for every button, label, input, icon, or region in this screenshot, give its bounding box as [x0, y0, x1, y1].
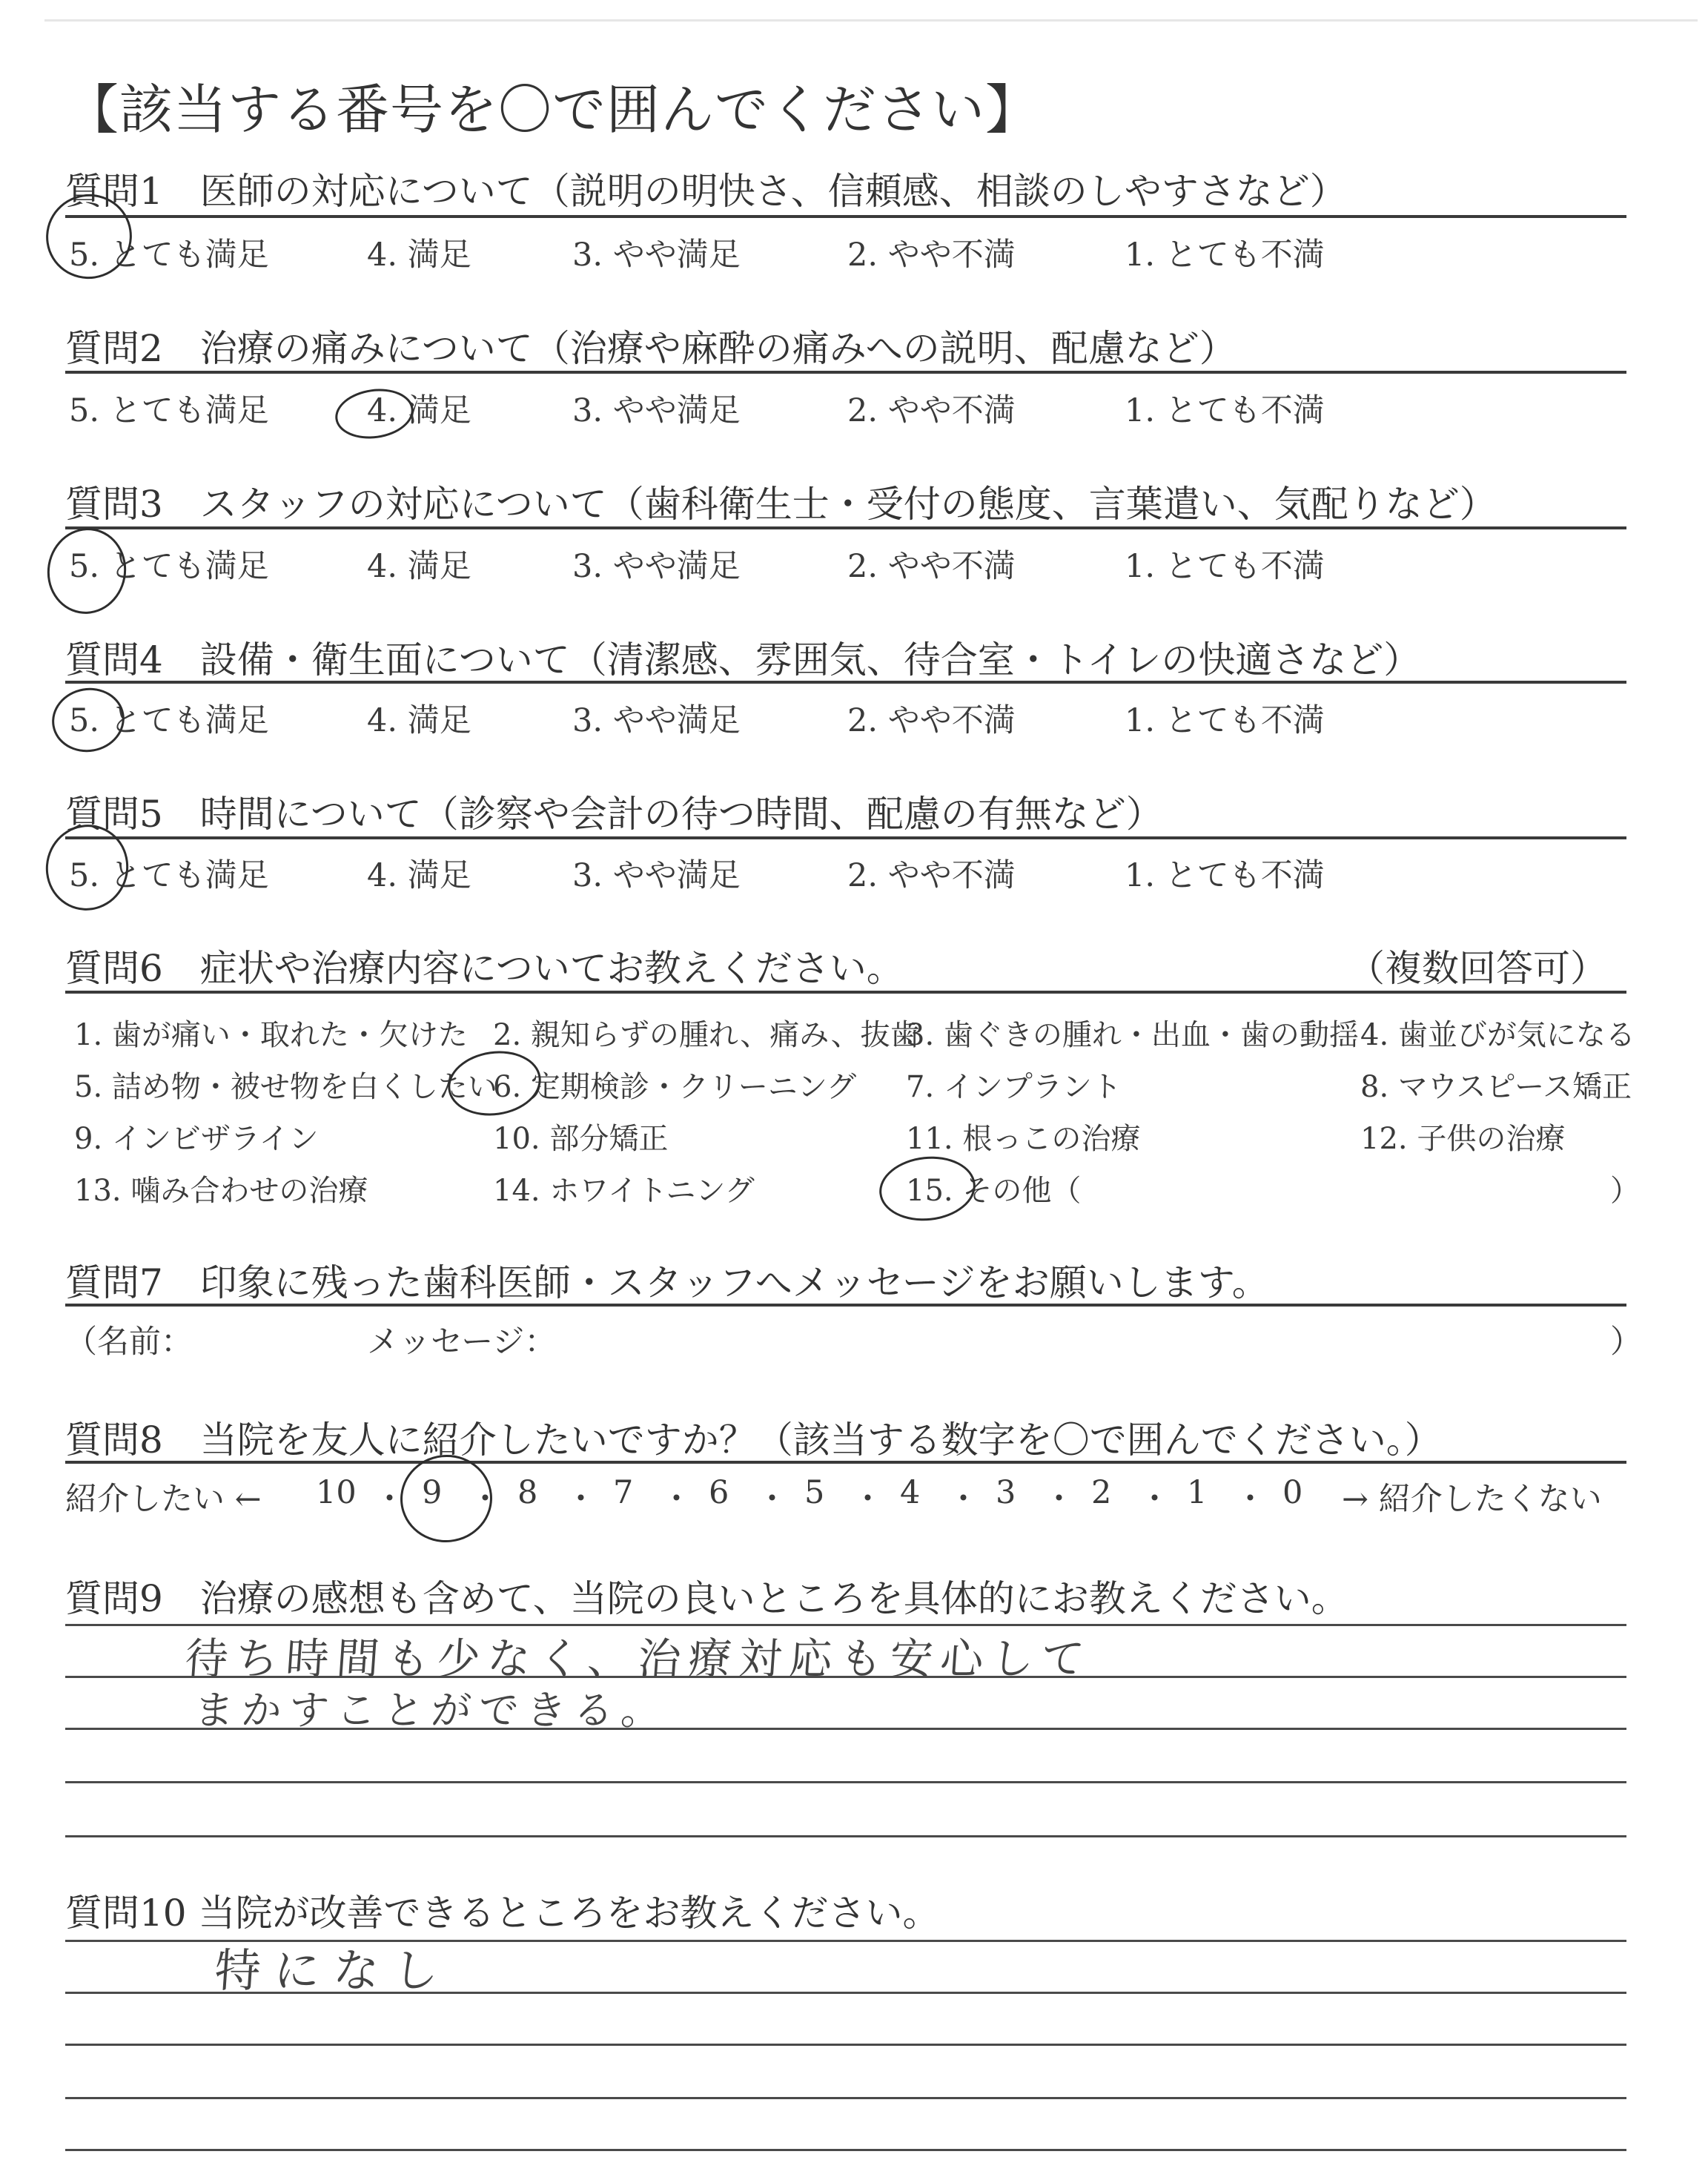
q4-option-1[interactable]: 1. とても不満 — [1125, 702, 1325, 739]
q6-title: 質問6 症状や治療内容についてお教えください。 — [65, 947, 904, 990]
q1-option-3[interactable]: 3. やや満足 — [572, 237, 741, 274]
q8-scale-separator-dot: ・ — [947, 1481, 979, 1518]
q6-selection-circle-15 — [876, 1152, 979, 1225]
q4-title: 質問4 設備・衛生面について（清潔感、雰囲気、待合室・トイレの快適さなど） — [65, 638, 1421, 681]
q4-rule — [65, 681, 1626, 684]
q5-option-3[interactable]: 3. やや満足 — [572, 857, 741, 894]
q1-option-2[interactable]: 2. やや不満 — [847, 237, 1016, 274]
q6-multiple-answers-note: （複数回答可） — [1348, 947, 1607, 990]
q8-scale-separator-dot: ・ — [1139, 1481, 1171, 1518]
q6-option-11[interactable]: 11. 根っこの治療 — [906, 1122, 1141, 1156]
q8-scale-option-0[interactable]: 0 — [1282, 1474, 1303, 1511]
q2-option-4[interactable]: 4. 満足 — [367, 392, 471, 429]
q9-handwritten-answer-line1: 待ち時間も少なく、治療対応も安心して — [183, 1634, 1093, 1684]
q8-scale-option-10[interactable]: 10 — [316, 1474, 357, 1511]
q6-option-2[interactable]: 2. 親知らずの腫れ、痛み、抜歯 — [493, 1018, 920, 1052]
q6-option-15[interactable]: 15. その他（ — [906, 1174, 1082, 1208]
q6-option-13[interactable]: 13. 噛み合わせの治療 — [74, 1174, 368, 1208]
q4-selection-circle — [47, 682, 129, 758]
q3-title: 質問3 スタッフの対応について（歯科衛生士・受付の態度、言葉遣い、気配りなど） — [65, 483, 1497, 526]
q6-rule — [65, 991, 1626, 994]
q3-option-4[interactable]: 4. 満足 — [367, 548, 471, 585]
q6-option-7[interactable]: 7. インプラント — [906, 1070, 1122, 1104]
q3-option-3[interactable]: 3. やや満足 — [572, 548, 741, 585]
q10-writing-line — [65, 2044, 1626, 2046]
q8-scale-separator-dot: ・ — [1234, 1481, 1266, 1518]
q4-option-2[interactable]: 2. やや不満 — [847, 702, 1016, 739]
q8-scale-option-3[interactable]: 3 — [996, 1474, 1016, 1511]
q3-selection-circle — [41, 522, 133, 621]
instruction-heading: 【該当する番号を〇で囲んでください】 — [65, 79, 1040, 141]
q9-title: 質問9 治療の感想も含めて、当院の良いところを具体的にお教えください。 — [65, 1577, 1348, 1620]
q6-option-1[interactable]: 1. 歯が痛い・取れた・欠けた — [74, 1018, 468, 1052]
top-border — [44, 19, 1698, 22]
q3-option-2[interactable]: 2. やや不満 — [847, 548, 1016, 585]
q4-option-5[interactable]: 5. とても満足 — [69, 702, 269, 739]
q8-title: 質問8 当院を友人に紹介したいですか？（該当する数字を〇で囲んでください。） — [65, 1418, 1442, 1462]
q6-option-8[interactable]: 8. マウスピース矯正 — [1360, 1070, 1632, 1104]
q3-option-1[interactable]: 1. とても不満 — [1125, 548, 1325, 585]
q6-option-9[interactable]: 9. インビザライン — [74, 1122, 319, 1156]
q8-scale-separator-dot: ・ — [756, 1481, 788, 1518]
q8-scale-option-5[interactable]: 5 — [804, 1474, 825, 1511]
q8-scale-option-8[interactable]: 8 — [517, 1474, 538, 1511]
q1-option-1[interactable]: 1. とても不満 — [1125, 237, 1325, 274]
q8-rule — [65, 1461, 1626, 1464]
q8-scale-separator-dot: ・ — [469, 1481, 501, 1518]
q10-title: 質問10 当院が改善できるところをお教えください。 — [65, 1892, 940, 1935]
q5-option-4[interactable]: 4. 満足 — [367, 857, 471, 894]
q8-scale-option-9[interactable]: 9 — [422, 1474, 443, 1511]
q8-scale-separator-dot: ・ — [661, 1481, 692, 1518]
q8-left-label: 紹介したい ← — [65, 1481, 262, 1518]
q7-title: 質問7 印象に残った歯科医師・スタッフへメッセージをお願いします。 — [65, 1261, 1269, 1304]
q9-handwritten-answer-line2: まかすことができる。 — [192, 1687, 670, 1734]
q3-option-5[interactable]: 5. とても満足 — [69, 548, 269, 585]
q4-option-4[interactable]: 4. 満足 — [367, 702, 471, 739]
q6-option-15-close-paren: ） — [1610, 1174, 1640, 1208]
q5-option-1[interactable]: 1. とても不満 — [1125, 857, 1325, 894]
q9-writing-line — [65, 1835, 1626, 1837]
q10-writing-line — [65, 2097, 1626, 2099]
q6-option-3[interactable]: 3. 歯ぐきの腫れ・出血・歯の動揺 — [906, 1018, 1359, 1052]
q8-scale-separator-dot: ・ — [852, 1481, 884, 1518]
q1-option-4[interactable]: 4. 満足 — [367, 237, 471, 274]
q10-writing-line — [65, 2149, 1626, 2151]
q7-close-paren: ） — [1610, 1324, 1642, 1361]
q3-rule — [65, 526, 1626, 529]
q7-name-label: （名前： — [65, 1324, 193, 1361]
q6-option-14[interactable]: 14. ホワイトニング — [493, 1174, 755, 1208]
q2-option-5[interactable]: 5. とても満足 — [69, 392, 269, 429]
q2-option-1[interactable]: 1. とても不満 — [1125, 392, 1325, 429]
q2-title: 質問2 治療の痛みについて（治療や麻酔の痛みへの説明、配慮など） — [65, 327, 1237, 370]
q8-scale-separator-dot: ・ — [374, 1481, 406, 1518]
q5-title: 質問5 時間について（診察や会計の待つ時間、配慮の有無など） — [65, 793, 1163, 836]
q9-writing-line — [65, 1781, 1626, 1783]
q6-option-4[interactable]: 4. 歯並びが気になる — [1360, 1018, 1635, 1052]
q8-scale-separator-dot: ・ — [1043, 1481, 1075, 1518]
q6-option-10[interactable]: 10. 部分矯正 — [493, 1122, 669, 1156]
q4-option-3[interactable]: 3. やや満足 — [572, 702, 741, 739]
q6-selection-circle-6 — [444, 1046, 546, 1122]
q8-selection-circle — [396, 1450, 497, 1547]
q6-option-5[interactable]: 5. 詰め物・被せ物を白くしたい — [74, 1070, 497, 1104]
q5-rule — [65, 836, 1626, 839]
q2-option-3[interactable]: 3. やや満足 — [572, 392, 741, 429]
q8-scale-option-6[interactable]: 6 — [709, 1474, 729, 1511]
q1-title: 質問1 医師の対応について（説明の明快さ、信頼感、相談のしやすさなど） — [65, 170, 1347, 213]
q5-option-2[interactable]: 2. やや不満 — [847, 857, 1016, 894]
q7-rule — [65, 1304, 1626, 1307]
q8-scale-option-7[interactable]: 7 — [613, 1474, 634, 1511]
q8-scale-option-2[interactable]: 2 — [1091, 1474, 1112, 1511]
q8-right-label: → 紹介したくない — [1342, 1481, 1602, 1518]
q7-message-label: メッセージ： — [367, 1324, 557, 1361]
q5-option-5[interactable]: 5. とても満足 — [69, 857, 269, 894]
q2-rule — [65, 371, 1626, 374]
q6-option-12[interactable]: 12. 子供の治療 — [1360, 1122, 1566, 1156]
q1-option-5[interactable]: 5. とても満足 — [69, 237, 269, 274]
q10-handwritten-answer: 特になし — [213, 1943, 454, 1998]
q8-scale-separator-dot: ・ — [565, 1481, 597, 1518]
q6-option-6[interactable]: 6. 定期検診・クリーニング — [493, 1070, 857, 1104]
q8-scale-option-1[interactable]: 1 — [1187, 1474, 1208, 1511]
q2-option-2[interactable]: 2. やや不満 — [847, 392, 1016, 429]
q1-rule — [65, 215, 1626, 218]
q8-scale-option-4[interactable]: 4 — [900, 1474, 921, 1511]
